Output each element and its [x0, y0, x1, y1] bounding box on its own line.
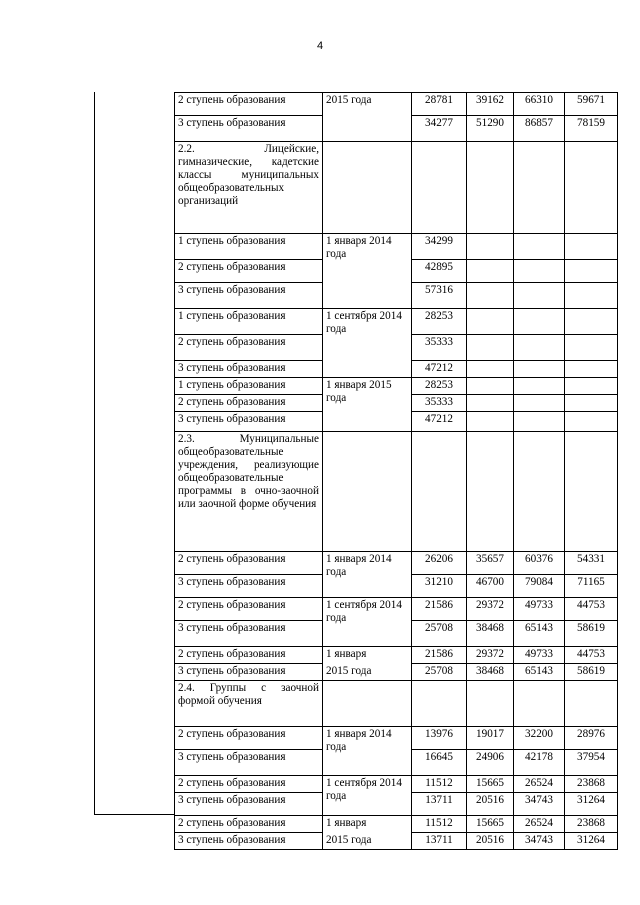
value-cell: [565, 234, 618, 260]
value-cell: [467, 378, 514, 395]
value-cell: 11512: [412, 776, 467, 793]
row-label: 3 ступень образования: [175, 361, 323, 378]
value-cell: 31264: [565, 833, 618, 850]
value-cell: 31264: [565, 793, 618, 816]
value-cell: 47212: [412, 361, 467, 378]
empty-cell: [514, 681, 565, 727]
value-cell: [514, 361, 565, 378]
value-cell: 47212: [412, 412, 467, 432]
value-cell: 25708: [412, 664, 467, 681]
value-cell: 39162: [467, 93, 514, 116]
table-row: [175, 727, 618, 750]
row-label: 3 ступень образования: [175, 575, 323, 598]
value-cell: 20516: [467, 833, 514, 850]
table-row: [175, 647, 618, 664]
date-cell: 1 января 2014 года: [323, 727, 412, 776]
value-cell: 46700: [467, 575, 514, 598]
row-label: 3 ступень образования: [175, 283, 323, 309]
value-cell: [565, 260, 618, 283]
table-row: [175, 833, 618, 850]
value-cell: 59671: [565, 93, 618, 116]
section-row: [175, 432, 618, 552]
value-cell: 37954: [565, 750, 618, 776]
row-label: 2 ступень образования: [175, 335, 323, 361]
empty-cell: [565, 681, 618, 727]
value-cell: 23868: [565, 816, 618, 833]
value-cell: 28253: [412, 378, 467, 395]
value-cell: 58619: [565, 621, 618, 647]
value-cell: [514, 283, 565, 309]
value-cell: 29372: [467, 647, 514, 664]
value-cell: 26524: [514, 816, 565, 833]
value-cell: 38468: [467, 621, 514, 647]
value-cell: [467, 395, 514, 412]
value-cell: 60376: [514, 552, 565, 575]
value-cell: [565, 283, 618, 309]
value-cell: [565, 361, 618, 378]
row-label: 3 ступень образования: [175, 621, 323, 647]
value-cell: [467, 412, 514, 432]
value-cell: 78159: [565, 116, 618, 142]
value-cell: 54331: [565, 552, 618, 575]
row-label: 3 ступень образования: [175, 793, 323, 816]
value-cell: [565, 412, 618, 432]
table-row: [175, 378, 618, 395]
date-cell: 1 сентября 2014 года: [323, 776, 412, 816]
value-cell: 15665: [467, 776, 514, 793]
row-label: 2 ступень образования: [175, 93, 323, 116]
date-cell: 1 января 2014 года: [323, 234, 412, 309]
row-label: 2 ступень образования: [175, 647, 323, 664]
value-cell: [467, 283, 514, 309]
row-label: 2 ступень образования: [175, 727, 323, 750]
value-cell: [467, 234, 514, 260]
table-row: [175, 664, 618, 681]
value-cell: [565, 335, 618, 361]
value-cell: 25708: [412, 621, 467, 647]
date-cell: 2015 года: [323, 93, 412, 142]
value-cell: 34743: [514, 793, 565, 816]
value-cell: 29372: [467, 598, 514, 621]
value-cell: 65143: [514, 664, 565, 681]
row-label: 2 ступень образования: [175, 816, 323, 833]
row-label: 3 ступень образования: [175, 412, 323, 432]
value-cell: 79084: [514, 575, 565, 598]
table-row: [175, 816, 618, 833]
value-cell: [565, 378, 618, 395]
page-number: 4: [316, 40, 324, 52]
value-cell: [514, 378, 565, 395]
empty-cell: [323, 432, 412, 552]
value-cell: 51290: [467, 116, 514, 142]
date-cell: 1 сентября 2014 года: [323, 598, 412, 647]
value-cell: 32200: [514, 727, 565, 750]
value-cell: 42895: [412, 260, 467, 283]
row-label: 1 ступень образования: [175, 309, 323, 335]
value-cell: 49733: [514, 647, 565, 664]
value-cell: 86857: [514, 116, 565, 142]
value-cell: 15665: [467, 816, 514, 833]
table-row: [175, 598, 618, 621]
table-row: [175, 309, 618, 335]
value-cell: 13711: [412, 793, 467, 816]
value-cell: 28253: [412, 309, 467, 335]
empty-cell: [412, 142, 467, 234]
value-cell: 13711: [412, 833, 467, 850]
value-cell: 44753: [565, 647, 618, 664]
value-cell: 21586: [412, 647, 467, 664]
row-label: 2 ступень образования: [175, 552, 323, 575]
value-cell: 31210: [412, 575, 467, 598]
table-row: [175, 234, 618, 260]
value-cell: [467, 361, 514, 378]
tariff-table: [174, 92, 618, 850]
value-cell: 13976: [412, 727, 467, 750]
value-cell: 28976: [565, 727, 618, 750]
value-cell: 35657: [467, 552, 514, 575]
value-cell: 71165: [565, 575, 618, 598]
value-cell: 65143: [514, 621, 565, 647]
value-cell: 35333: [412, 335, 467, 361]
value-cell: 42178: [514, 750, 565, 776]
row-label: 2 ступень образования: [175, 260, 323, 283]
left-column-border: [94, 92, 95, 814]
section-heading: 2.3. Муниципальные общеобразовательные учреждения, реализующие общеобразовательные программы в очно-заочной или заочной форме обучения: [175, 432, 323, 552]
row-label: 3 ступень образования: [175, 664, 323, 681]
empty-cell: [412, 432, 467, 552]
value-cell: 20516: [467, 793, 514, 816]
value-cell: 44753: [565, 598, 618, 621]
table-row: [175, 776, 618, 793]
value-cell: 34299: [412, 234, 467, 260]
value-cell: [514, 335, 565, 361]
empty-cell: [467, 142, 514, 234]
row-label: 1 ступень образования: [175, 234, 323, 260]
value-cell: 57316: [412, 283, 467, 309]
value-cell: [565, 395, 618, 412]
date-cell: 2015 года: [323, 664, 412, 681]
value-cell: 21586: [412, 598, 467, 621]
section-row: [175, 681, 618, 727]
value-cell: 49733: [514, 598, 565, 621]
value-cell: [467, 260, 514, 283]
value-cell: [514, 412, 565, 432]
row-label: 2 ступень образования: [175, 598, 323, 621]
empty-cell: [467, 681, 514, 727]
section-row: [175, 142, 618, 234]
date-cell: 1 января: [323, 816, 412, 833]
section-heading: 2.4. Группы с заочной формой обучения: [175, 681, 323, 727]
date-cell: 1 января 2015 года: [323, 378, 412, 432]
row-label: 3 ступень образования: [175, 833, 323, 850]
empty-cell: [412, 681, 467, 727]
empty-cell: [467, 432, 514, 552]
empty-cell: [323, 142, 412, 234]
left-column-bottom-border: [94, 814, 174, 815]
table-row: [175, 552, 618, 575]
value-cell: [514, 260, 565, 283]
value-cell: 34277: [412, 116, 467, 142]
value-cell: [467, 335, 514, 361]
value-cell: 58619: [565, 664, 618, 681]
value-cell: 16645: [412, 750, 467, 776]
value-cell: 35333: [412, 395, 467, 412]
row-label: 2 ступень образования: [175, 776, 323, 793]
value-cell: 23868: [565, 776, 618, 793]
date-cell: 1 января 2014 года: [323, 552, 412, 598]
value-cell: 24906: [467, 750, 514, 776]
value-cell: [514, 309, 565, 335]
value-cell: 38468: [467, 664, 514, 681]
value-cell: 19017: [467, 727, 514, 750]
empty-cell: [514, 432, 565, 552]
empty-cell: [514, 142, 565, 234]
value-cell: 28781: [412, 93, 467, 116]
value-cell: 11512: [412, 816, 467, 833]
empty-cell: [323, 681, 412, 727]
row-label: 3 ступень образования: [175, 116, 323, 142]
empty-cell: [565, 432, 618, 552]
value-cell: [565, 309, 618, 335]
value-cell: [467, 309, 514, 335]
empty-cell: [565, 142, 618, 234]
date-cell: 1 января: [323, 647, 412, 664]
value-cell: [514, 395, 565, 412]
value-cell: 34743: [514, 833, 565, 850]
table-row: [175, 93, 618, 116]
value-cell: [514, 234, 565, 260]
value-cell: 66310: [514, 93, 565, 116]
value-cell: 26206: [412, 552, 467, 575]
row-label: 2 ступень образования: [175, 395, 323, 412]
row-label: 1 ступень образования: [175, 378, 323, 395]
row-label: 3 ступень образования: [175, 750, 323, 776]
section-heading: 2.2. Лицейские, гимназические, кадетские классы муниципальных общеобразовательных организаций: [175, 142, 323, 234]
date-cell: 2015 года: [323, 833, 412, 850]
date-cell: 1 сентября 2014 года: [323, 309, 412, 378]
value-cell: 26524: [514, 776, 565, 793]
